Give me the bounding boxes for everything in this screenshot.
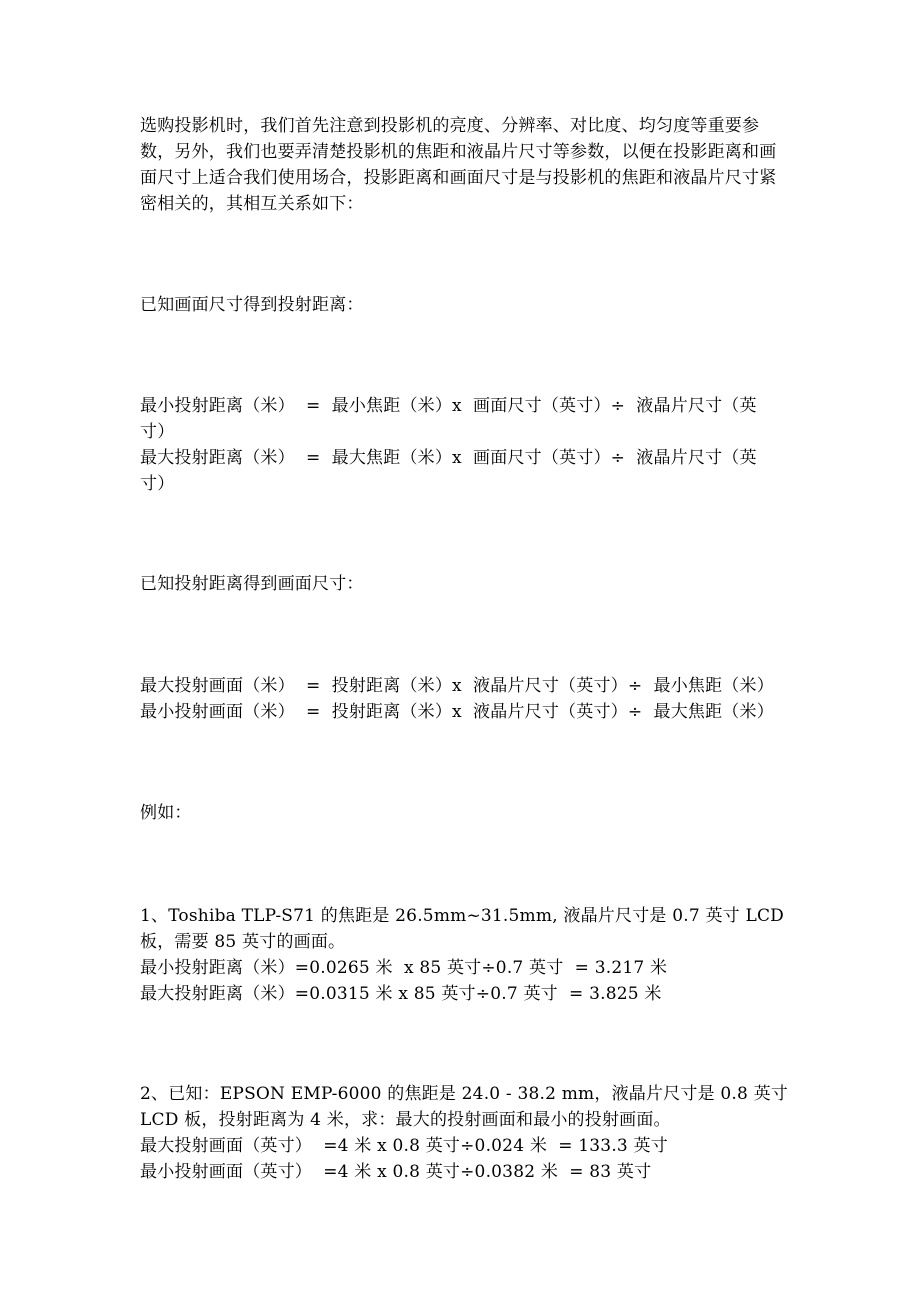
example2-block <box>140 1081 790 1185</box>
example2-line3: 最大投射画面（英寸） =4 米 x 0.8 英寸÷0.024 米 = 133.3 英寸 <box>140 1136 668 1156</box>
example2-line2: LCD 板，投射距离为 4 米，求：最大的投射画面和最小的投射画面。 <box>140 1110 671 1130</box>
section2-formulas <box>140 673 790 725</box>
example1-line4: 最大投射距离（米）=0.0315 米 x 85 英寸÷0.7 英寸 = 3.825 米 <box>140 984 662 1004</box>
section1-heading <box>140 292 790 318</box>
example1-line2: 板，需要 85 英寸的画面。 <box>140 932 346 952</box>
formula-max-image: 最大投射画面（米） = 投射距离（米）x 液晶片尺寸（英寸）÷ 最小焦距（米） <box>140 676 774 696</box>
section2-heading <box>140 571 790 597</box>
example2-line4: 最小投射画面（英寸） =4 米 x 0.8 英寸÷0.0382 米 = 83 英寸 <box>140 1162 652 1182</box>
example-heading-text: 例如： <box>140 803 192 823</box>
section1-formulas <box>140 393 790 497</box>
formula-max-distance-line1: 最大投射距离（米） = 最大焦距（米）x 画面尺寸（英寸）÷ 液晶片尺寸（英 <box>140 448 757 468</box>
example1-line3: 最小投射距离（米）=0.0265 米 x 85 英寸÷0.7 英寸 = 3.217 米 <box>140 958 668 978</box>
example2-line1: 2、已知：EPSON EMP-6000 的焦距是 24.0 - 38.2 mm，液晶片尺寸是 0.8 英寸 <box>140 1084 789 1104</box>
section1-heading-text: 已知画面尺寸得到投射距离： <box>140 295 364 315</box>
section2-heading-text: 已知投射距离得到画面尺寸： <box>140 574 364 594</box>
example-heading <box>140 800 790 826</box>
formula-max-distance-line2: 寸） <box>140 474 175 494</box>
example1-line1: 1、Toshiba TLP-S71 的焦距是 26.5mm~31.5mm, 液晶片尺寸是 0.7 英寸 LCD <box>140 906 784 926</box>
intro-paragraph: 选购投影机时，我们首先注意到投影机的亮度、分辨率、对比度、均匀度等重要参数，另外，我们也要弄清楚投影机的焦距和液晶片尺寸等参数，以便在投影距离和画面尺寸上适合我们使用场合，投影距离和画面尺寸是与投影机的焦距和液晶片尺寸紧密相关的，其相互关系如下： <box>140 116 777 214</box>
formula-min-distance-line1: 最小投射距离（米） = 最小焦距（米）x 画面尺寸（英寸）÷ 液晶片尺寸（英 <box>140 396 757 416</box>
example1-block <box>140 903 790 1007</box>
formula-min-distance-line2: 寸） <box>140 422 175 442</box>
formula-min-image: 最小投射画面（米） = 投射距离（米）x 液晶片尺寸（英寸）÷ 最大焦距（米） <box>140 702 774 722</box>
